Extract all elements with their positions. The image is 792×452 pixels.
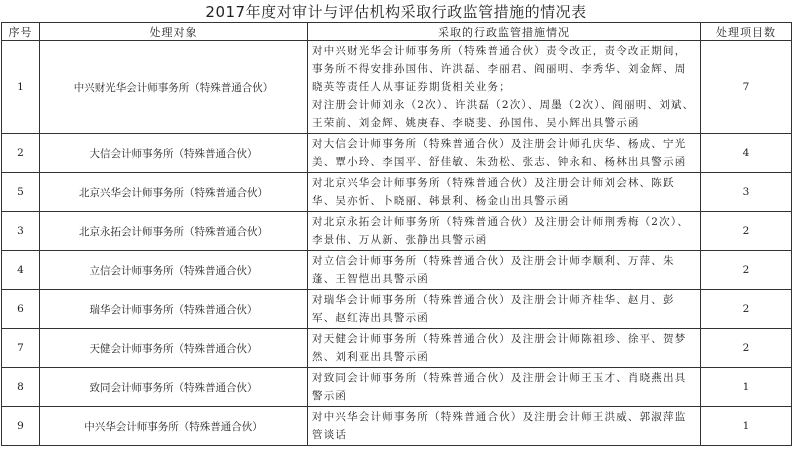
row-number: 5 bbox=[2, 173, 40, 212]
row-number: 4 bbox=[2, 251, 40, 290]
header-target: 处理对象 bbox=[40, 23, 308, 41]
table-row bbox=[2, 368, 792, 407]
row-number: 2 bbox=[2, 134, 40, 173]
row-target: 瑞华会计师事务所（特殊普通合伙） bbox=[40, 290, 308, 329]
row-count: 2 bbox=[701, 329, 792, 368]
row-measures: 对立信会计师事务所（特殊普通合伙）及注册会计师李顺利、万萍、朱蓬、王智恺出具警示函 bbox=[308, 251, 701, 290]
table-row bbox=[2, 41, 792, 134]
header-measures: 采取的行政监管措施情况 bbox=[308, 23, 701, 41]
row-measures: 对北京兴华会计师事务所（特殊普通合伙）及注册会计师刘会林、陈跃华、吴亦忻、卜晓丽、韩景利、杨金山出具警示函 bbox=[308, 173, 701, 212]
row-count: 3 bbox=[701, 173, 792, 212]
header-count: 处理项目数 bbox=[701, 23, 792, 41]
row-number: 6 bbox=[2, 290, 40, 329]
row-count: 2 bbox=[701, 251, 792, 290]
row-number: 7 bbox=[2, 329, 40, 368]
row-measures: 对致同会计师事务所（特殊普通合伙）及注册会计师王玉才、肖晓燕出具警示函 bbox=[308, 368, 701, 407]
row-target: 北京永拓会计师事务所（特殊普通合伙） bbox=[40, 212, 308, 251]
row-target: 致同会计师事务所（特殊普通合伙） bbox=[40, 368, 308, 407]
row-measures: 对中兴华会计师事务所（特殊普通合伙）及注册会计师王洪威、郭淑萍监管谈话 bbox=[308, 407, 701, 446]
row-count: 1 bbox=[701, 368, 792, 407]
table-row bbox=[2, 290, 792, 329]
table-title: 2017年度对审计与评估机构采取行政监管措施的情况表 bbox=[205, 3, 587, 21]
row-count: 7 bbox=[701, 41, 792, 134]
row-count: 2 bbox=[701, 212, 792, 251]
header-row bbox=[2, 23, 792, 41]
row-target: 大信会计师事务所（特殊普通合伙） bbox=[40, 134, 308, 173]
row-target: 立信会计师事务所（特殊普通合伙） bbox=[40, 251, 308, 290]
row-number: 8 bbox=[2, 368, 40, 407]
row-measures: 对北京永拓会计师事务所（特殊普通合伙）及注册会计师荆秀梅（2次）、李景伟、万从新、张静出具警示函 bbox=[308, 212, 701, 251]
header-no: 序号 bbox=[2, 23, 40, 41]
measures-table bbox=[1, 22, 792, 446]
row-measures: 对大信会计师事务所（特殊普通合伙）及注册会计师孔庆华、杨成、宁光美、覃小玲、李国平、舒佳敏、朱劲松、张志、钟永和、杨林出具警示函 bbox=[308, 134, 701, 173]
row-number: 1 bbox=[2, 41, 40, 134]
row-target: 中兴财光华会计师事务所（特殊普通合伙） bbox=[40, 41, 308, 134]
row-target: 天健会计师事务所（特殊普通合伙） bbox=[40, 329, 308, 368]
row-number: 3 bbox=[2, 212, 40, 251]
table-row bbox=[2, 134, 792, 173]
table-row bbox=[2, 173, 792, 212]
row-count: 2 bbox=[701, 290, 792, 329]
row-measures: 对瑞华会计师事务所（特殊普通合伙）及注册会计师齐桂华、赵月、彭军、赵红涛出具警示函 bbox=[308, 290, 701, 329]
row-target: 中兴华会计师事务所（特殊普通合伙） bbox=[40, 407, 308, 446]
table-row bbox=[2, 251, 792, 290]
row-target: 北京兴华会计师事务所（特殊普通合伙） bbox=[40, 173, 308, 212]
row-measures: 对天健会计师事务所（特殊普通合伙）及注册会计师陈祖珍、徐平、贺梦然、刘利亚出具警示函 bbox=[308, 329, 701, 368]
row-number: 9 bbox=[2, 407, 40, 446]
row-count: 1 bbox=[701, 407, 792, 446]
table-row bbox=[2, 212, 792, 251]
table-row bbox=[2, 329, 792, 368]
row-count: 4 bbox=[701, 134, 792, 173]
table-row bbox=[2, 407, 792, 446]
row-measures: 对中兴财光华会计师事务所（特殊普通合伙）责令改正，责令改正期间，事务所不得安排孙国伟、许洪磊、李丽君、阎丽明、李秀华、刘金辉、周晓英等责任人从事证券期货相关业务； 对注册会计师刘永（2次）、许洪磊（2次）、周墨（2次）、阎丽明、刘斌、王荣前、刘金辉、姚庚春、李晓斐、孙国伟、吴小辉出具警示函 bbox=[308, 41, 701, 134]
